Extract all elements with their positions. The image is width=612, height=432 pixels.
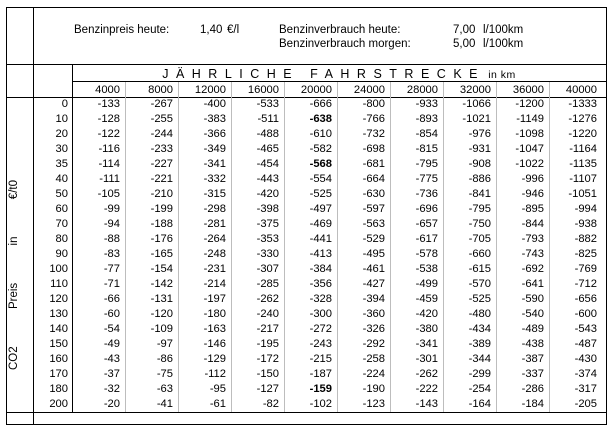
co2-price-axis-word: in xyxy=(8,236,20,246)
table-cell: -533 xyxy=(256,98,279,110)
table-cell: -199 xyxy=(150,203,173,215)
table-cell: -1098 xyxy=(515,128,544,140)
table-cell: -1135 xyxy=(569,158,597,170)
table-cell: -795 xyxy=(415,158,438,170)
table-cell: -210 xyxy=(150,188,173,200)
table-cell: -976 xyxy=(468,128,491,140)
consumption-today-value: 7,00 xyxy=(453,24,476,36)
table-cell: -243 xyxy=(309,338,332,350)
table-cell: -299 xyxy=(468,368,491,380)
table-cell: -893 xyxy=(415,113,438,125)
table-cell: -994 xyxy=(574,203,597,215)
table-cell: -946 xyxy=(521,188,544,200)
table-cell: -454 xyxy=(256,158,279,170)
table-cell: -60 xyxy=(103,308,120,320)
table-cell: -184 xyxy=(521,398,544,410)
table-cell: -1220 xyxy=(568,128,597,140)
table-cell: -398 xyxy=(256,203,279,215)
table-cell: -590 xyxy=(521,293,544,305)
table-cell: -400 xyxy=(203,98,226,110)
table-cell: -497 xyxy=(309,203,332,215)
table-cell: -499 xyxy=(415,278,438,290)
table-cell: -384 xyxy=(309,263,332,275)
row-label-co2-170: 170 xyxy=(49,368,68,380)
table-cell: -75 xyxy=(156,368,173,380)
table-cell: -938 xyxy=(574,218,597,230)
table-cell: -32 xyxy=(103,383,120,395)
table-cell: -77 xyxy=(103,263,120,275)
table-cell: -459 xyxy=(415,293,438,305)
table-cell: -933 xyxy=(415,98,438,110)
row-label-co2-20: 20 xyxy=(55,128,68,140)
table-cell: -292 xyxy=(362,338,385,350)
table-cell: -413 xyxy=(309,248,332,260)
table-cell: -769 xyxy=(574,263,597,275)
table-cell: -563 xyxy=(362,218,385,230)
co2-price-axis-word: €/t0 xyxy=(8,180,20,200)
table-cell: -430 xyxy=(574,353,597,365)
consumption-tomorrow-value: 5,00 xyxy=(453,38,476,50)
table-cell: -54 xyxy=(103,323,120,335)
co2-price-axis-word: Preis xyxy=(8,282,20,310)
fuel-price-unit: €/l xyxy=(227,24,240,36)
table-cell: -258 xyxy=(362,353,385,365)
column-header-32000: 32000 xyxy=(459,84,491,96)
table-cell: -394 xyxy=(362,293,385,305)
table-cell: -389 xyxy=(468,338,491,350)
table-cell: -554 xyxy=(309,173,332,185)
co2-price-axis-word: CO2 xyxy=(8,346,20,370)
table-cell: -495 xyxy=(362,248,385,260)
table-cell: -341 xyxy=(415,338,438,350)
table-cell: -99 xyxy=(103,203,120,215)
table-cell: -387 xyxy=(521,353,544,365)
table-cell: -692 xyxy=(521,263,544,275)
table-cell: -262 xyxy=(415,368,438,380)
column-header-40000: 40000 xyxy=(565,84,597,96)
table-cell: -525 xyxy=(309,188,332,200)
table-cell: -543 xyxy=(574,323,597,335)
table-cell: -489 xyxy=(521,323,544,335)
table-cell: -1021 xyxy=(462,113,491,125)
table-cell: -197 xyxy=(203,293,226,305)
table-cell: -195 xyxy=(256,338,279,350)
table-cell: -122 xyxy=(97,128,120,140)
table-cell: -664 xyxy=(362,173,385,185)
table-cell: -146 xyxy=(203,338,226,350)
table-cell: -815 xyxy=(415,143,438,155)
row-label-co2-130: 130 xyxy=(49,308,68,320)
row-label-co2-35: 35 xyxy=(55,158,68,170)
border-header-bottom xyxy=(6,64,607,65)
table-cell: -696 xyxy=(415,203,438,215)
table-cell: -88 xyxy=(103,233,120,245)
column-header-36000: 36000 xyxy=(512,84,544,96)
table-cell: -63 xyxy=(156,383,173,395)
table-cell: -775 xyxy=(415,173,438,185)
border-top xyxy=(6,7,607,8)
table-cell: -657 xyxy=(415,218,438,230)
table-cell: -244 xyxy=(150,128,173,140)
table-cell: -1149 xyxy=(516,113,544,125)
table-cell: -332 xyxy=(203,173,226,185)
table-cell: -480 xyxy=(468,308,491,320)
table-cell: -111 xyxy=(99,173,120,185)
table-cell: -190 xyxy=(362,383,385,395)
column-header-12000: 12000 xyxy=(194,84,226,96)
border-footer xyxy=(6,424,607,425)
table-cell: -307 xyxy=(256,263,279,275)
row-label-co2-60: 60 xyxy=(55,203,68,215)
table-cell: -996 xyxy=(521,173,544,185)
row-label-co2-10: 10 xyxy=(55,113,68,125)
table-cell: -568 xyxy=(309,158,332,170)
table-cell: -698 xyxy=(362,143,385,155)
table-cell: -41 xyxy=(156,398,173,410)
table-cell: -825 xyxy=(574,248,597,260)
column-header-28000: 28000 xyxy=(406,84,438,96)
table-cell: -267 xyxy=(150,98,173,110)
table-cell: -1333 xyxy=(568,98,597,110)
table-cell: -240 xyxy=(256,308,279,320)
table-cell: -582 xyxy=(309,143,332,155)
table-cell: -743 xyxy=(521,248,544,260)
consumption-tomorrow-label: Benzinverbrauch morgen: xyxy=(279,38,411,50)
row-label-co2-150: 150 xyxy=(49,338,68,350)
table-cell: -511 xyxy=(257,113,279,125)
table-cell: -164 xyxy=(468,398,491,410)
table-cell: -895 xyxy=(521,203,544,215)
table-cell: -97 xyxy=(156,338,173,350)
table-cell: -341 xyxy=(203,158,226,170)
table-cell: -793 xyxy=(521,233,544,245)
table-cell: -285 xyxy=(256,278,279,290)
table-cell: -49 xyxy=(103,338,120,350)
table-cell: -766 xyxy=(362,113,385,125)
table-cell: -248 xyxy=(203,248,226,260)
table-cell: -538 xyxy=(415,263,438,275)
table-cell: -281 xyxy=(203,218,226,230)
border-right xyxy=(606,7,607,425)
table-cell: -123 xyxy=(362,398,385,410)
table-cell: -315 xyxy=(203,188,226,200)
table-cell: -800 xyxy=(362,98,385,110)
table-cell: -301 xyxy=(415,353,438,365)
table-cell: -356 xyxy=(309,278,332,290)
table-cell: -233 xyxy=(150,143,173,155)
table-cell: -142 xyxy=(150,278,173,290)
row-label-co2-120: 120 xyxy=(49,293,68,305)
consumption-tomorrow-unit: l/100km xyxy=(483,38,524,50)
table-cell: -1066 xyxy=(462,98,491,110)
table-cell: -221 xyxy=(150,173,173,185)
row-label-co2-110: 110 xyxy=(50,278,68,290)
table-cell: -20 xyxy=(103,398,120,410)
table-cell: -525 xyxy=(468,293,491,305)
table-cell: -128 xyxy=(97,113,120,125)
table-cell: -254 xyxy=(468,383,491,395)
table-cell: -434 xyxy=(468,323,491,335)
table-cell: -1051 xyxy=(568,188,597,200)
row-label-co2-80: 80 xyxy=(55,233,68,245)
table-cell: -908 xyxy=(468,158,491,170)
row-label-co2-50: 50 xyxy=(55,188,68,200)
table-cell: -383 xyxy=(203,113,226,125)
row-label-co2-100: 100 xyxy=(49,263,68,275)
table-cell: -187 xyxy=(309,368,332,380)
table-cell: -95 xyxy=(209,383,226,395)
table-cell: -750 xyxy=(468,218,491,230)
table-cell: -360 xyxy=(362,308,385,320)
table-cell: -660 xyxy=(468,248,491,260)
table-cell: -681 xyxy=(362,158,385,170)
table-cell: -441 xyxy=(309,233,332,245)
table-cell: -224 xyxy=(362,368,385,380)
table-cell: -188 xyxy=(150,218,173,230)
table-cell: -844 xyxy=(521,218,544,230)
table-cell: -666 xyxy=(309,98,332,110)
table-cell: -114 xyxy=(98,158,120,170)
table-cell: -469 xyxy=(309,218,332,230)
table-cell: -488 xyxy=(256,128,279,140)
table-cell: -163 xyxy=(203,323,226,335)
fuel-price-value: 1,40 xyxy=(200,24,223,36)
table-cell: -66 xyxy=(103,293,120,305)
table-cell: -262 xyxy=(256,293,279,305)
table-cell: -172 xyxy=(256,353,279,365)
table-cell: -630 xyxy=(362,188,385,200)
table-cell: -255 xyxy=(150,113,173,125)
table-cell: -795 xyxy=(468,203,491,215)
table-cell: -600 xyxy=(574,308,597,320)
row-label-co2-160: 160 xyxy=(49,353,68,365)
row-label-co2-180: 180 xyxy=(49,383,68,395)
table-cell: -349 xyxy=(203,143,226,155)
table-cell: -1047 xyxy=(515,143,544,155)
table-cell: -131 xyxy=(150,293,173,305)
table-cell: -43 xyxy=(103,353,120,365)
table-cell: -272 xyxy=(309,323,332,335)
table-cell: -712 xyxy=(574,278,597,290)
table-cell: -1022 xyxy=(515,158,544,170)
table-cell: -886 xyxy=(468,173,491,185)
table-cell: -215 xyxy=(309,353,332,365)
table-cell: -732 xyxy=(362,128,385,140)
table-cell: -438 xyxy=(521,338,544,350)
column-header-8000: 8000 xyxy=(148,84,173,96)
column-header-20000: 20000 xyxy=(300,84,332,96)
table-cell: -443 xyxy=(256,173,279,185)
table-cell: -656 xyxy=(574,293,597,305)
table-cell: -617 xyxy=(415,233,438,245)
table-cell: -931 xyxy=(468,143,491,155)
table-cell: -298 xyxy=(203,203,226,215)
row-label-co2-90: 90 xyxy=(55,248,68,260)
table-cell: -578 xyxy=(415,248,438,260)
table-cell: -143 xyxy=(415,398,438,410)
table-cell: -380 xyxy=(415,323,438,335)
table-cell: -326 xyxy=(362,323,385,335)
table-cell: -300 xyxy=(309,308,332,320)
co2-price-axis-label xyxy=(8,180,24,370)
border-span-title-bottom xyxy=(72,81,607,82)
row-label-co2-200: 200 xyxy=(49,398,68,410)
table-cell: -420 xyxy=(256,188,279,200)
table-cell: -227 xyxy=(150,158,173,170)
table-cell: -736 xyxy=(415,188,438,200)
table-cell: -461 xyxy=(362,263,385,275)
table-cell: -841 xyxy=(468,188,491,200)
row-label-co2-70: 70 xyxy=(55,218,68,230)
table-cell: -159 xyxy=(309,383,332,395)
table-cell: -94 xyxy=(103,218,120,230)
fuel-price-label: Benzinpreis heute: xyxy=(74,24,170,36)
row-label-co2-40: 40 xyxy=(55,173,68,185)
row-label-co2-30: 30 xyxy=(55,143,68,155)
border-left-outer xyxy=(6,7,7,425)
table-cell: -61 xyxy=(209,398,226,410)
table-cell: -217 xyxy=(256,323,279,335)
table-cell: -705 xyxy=(468,233,491,245)
table-cell: -427 xyxy=(362,278,385,290)
table-cell: -150 xyxy=(256,368,279,380)
table-cell: -487 xyxy=(574,338,597,350)
column-header-24000: 24000 xyxy=(353,84,385,96)
table-cell: -133 xyxy=(97,98,120,110)
table-cell: -641 xyxy=(521,278,544,290)
table-cell: -420 xyxy=(415,308,438,320)
table-cell: -597 xyxy=(362,203,385,215)
table-cell: -83 xyxy=(103,248,120,260)
table-cell: -286 xyxy=(521,383,544,395)
table-cell: -154 xyxy=(150,263,173,275)
annual-distance-title-main: JÄHRLICHE FAHRSTRECKE xyxy=(162,67,485,81)
row-label-co2-140: 140 xyxy=(49,323,68,335)
table-cell: -1164 xyxy=(569,143,597,155)
table-cell: -180 xyxy=(203,308,226,320)
table-cell: -570 xyxy=(468,278,491,290)
border-left-inner xyxy=(33,7,34,425)
table-cell: -205 xyxy=(574,398,597,410)
table-cell: -37 xyxy=(103,368,120,380)
annual-distance-title-unit: in km xyxy=(488,69,516,81)
table-cell: -882 xyxy=(574,233,597,245)
table-cell: -165 xyxy=(150,248,173,260)
table-cell: -112 xyxy=(204,368,226,380)
table-cell: -465 xyxy=(256,143,279,155)
table-cell: -540 xyxy=(521,308,544,320)
table-cell: -610 xyxy=(309,128,332,140)
table-cell: -129 xyxy=(203,353,226,365)
column-header-4000: 4000 xyxy=(95,84,120,96)
consumption-today-unit: l/100km xyxy=(483,24,524,36)
table-cell: -127 xyxy=(256,383,279,395)
table-cell: -214 xyxy=(203,278,226,290)
consumption-today-label: Benzinverbrauch heute: xyxy=(279,24,401,36)
table-cell: -854 xyxy=(415,128,438,140)
table-cell: -264 xyxy=(203,233,226,245)
table-cell: -176 xyxy=(150,233,173,245)
column-header-16000: 16000 xyxy=(247,84,279,96)
table-cell: -116 xyxy=(98,143,120,155)
table-cell: -71 xyxy=(103,278,120,290)
table-cell: -109 xyxy=(150,323,173,335)
table-cell: -330 xyxy=(256,248,279,260)
table-cell: -120 xyxy=(150,308,173,320)
table-cell: -374 xyxy=(574,368,597,380)
table-cell: -82 xyxy=(262,398,279,410)
table-cell: -615 xyxy=(468,263,491,275)
table-cell: -105 xyxy=(97,188,120,200)
table-cell: -222 xyxy=(415,383,438,395)
table-cell: -317 xyxy=(574,383,597,395)
table-cell: -231 xyxy=(203,263,226,275)
table-cell: -86 xyxy=(156,353,173,365)
table-cell: -337 xyxy=(521,368,544,380)
table-cell: -353 xyxy=(256,233,279,245)
row-label-co2-0: 0 xyxy=(61,98,68,110)
annual-distance-title xyxy=(72,67,606,81)
table-cell: -1200 xyxy=(515,98,544,110)
table-cell: -344 xyxy=(468,353,491,365)
table-cell: -1276 xyxy=(568,113,597,125)
table-cell: -328 xyxy=(309,293,332,305)
border-table-bottom xyxy=(6,412,607,413)
table-cell: -102 xyxy=(309,398,332,410)
table-cell: -1107 xyxy=(569,173,597,185)
table-cell: -375 xyxy=(256,218,279,230)
table-cell: -638 xyxy=(309,113,332,125)
table-cell: -366 xyxy=(203,128,226,140)
table-cell: -529 xyxy=(362,233,385,245)
